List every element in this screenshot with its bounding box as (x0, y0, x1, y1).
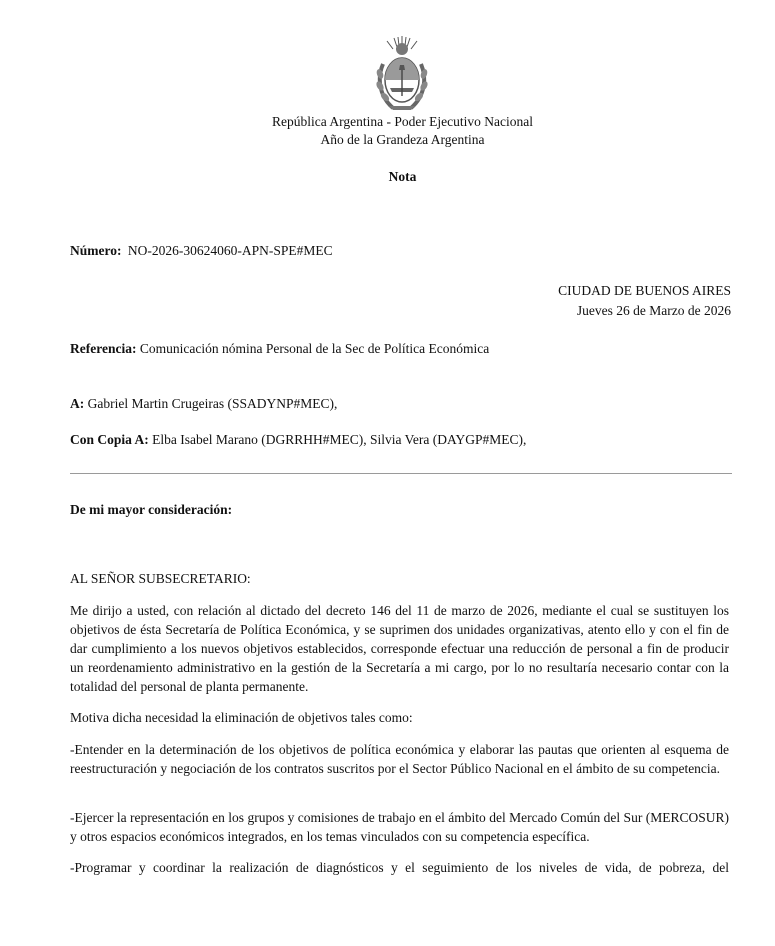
salutation-text: AL SEÑOR SUBSECRETARIO: (70, 571, 251, 586)
cc-field (70, 432, 526, 448)
numero-field (70, 243, 333, 259)
document-type-title: Nota (388, 169, 417, 184)
cc-label: Con Copia A: (70, 432, 149, 447)
referencia-label: Referencia: (70, 341, 137, 356)
recipient-field (70, 396, 337, 412)
greeting-text: De mi mayor consideración: (70, 502, 233, 517)
referencia-field (70, 341, 489, 357)
numero-value: NO-2026-30624060-APN-SPE#MEC (127, 243, 333, 258)
body-paragraph: -Entender en la determinación de los objetivos de política económica y elaborar las pautas que orienten al esquema de reestructuración y negociación de los contratos suscritos por el Sector Público Nacional en el ámbito de su competencia. (70, 742, 729, 776)
body-paragraph: Me dirijo a usted, con relación al dictado del decreto 146 del 11 de marzo de 2026, mediante el cual se sustituyen los objetivos de ésta Secretaría de Política Económica, y se suprimen dos unidades organizativas, atento ello y con el fin de dar cumplimiento a los nuevos objetivos establecidos, corresponde efectuar una reducción de personal a fin de producir un reordenamiento administrativo en la gestión de la Secretaría a mi cargo, por lo no resultaría necesario contar con la totalidad del personal de planta permanente. (70, 603, 729, 694)
section-divider (70, 473, 732, 474)
body-paragraph: -Programar y coordinar la realización de diagnósticos y el seguimiento de los niveles de vida, de pobreza, del (70, 860, 729, 875)
header-year-motto: Año de la Grandeza Argentina (320, 132, 485, 147)
recipient-value: Gabriel Martin Crugeiras (SSADYNP#MEC), (87, 396, 338, 411)
referencia-value: Comunicación nómina Personal de la Sec de Política Económica (139, 341, 490, 356)
city-text: CIUDAD DE BUENOS AIRES (558, 283, 731, 298)
date-text: Jueves 26 de Marzo de 2026 (576, 303, 731, 318)
argentina-coat-of-arms-icon (373, 34, 431, 114)
body-paragraph: -Ejercer la representación en los grupos y comisiones de trabajo en el ámbito del Mercado Común del Sur (MERCOSUR) y otros espacios económicos integrados, en los temas vinculados con su competencia específica. (70, 810, 729, 844)
recipient-label: A: (70, 396, 85, 411)
header-title-line: República Argentina - Poder Ejecutivo Nacional (271, 114, 534, 129)
cc-value: Elba Isabel Marano (DGRRHH#MEC), Silvia Vera (DAYGP#MEC), (152, 432, 527, 447)
body-paragraph: Motiva dicha necesidad la eliminación de objetivos tales como: (70, 710, 413, 725)
numero-label: Número: (70, 243, 122, 258)
